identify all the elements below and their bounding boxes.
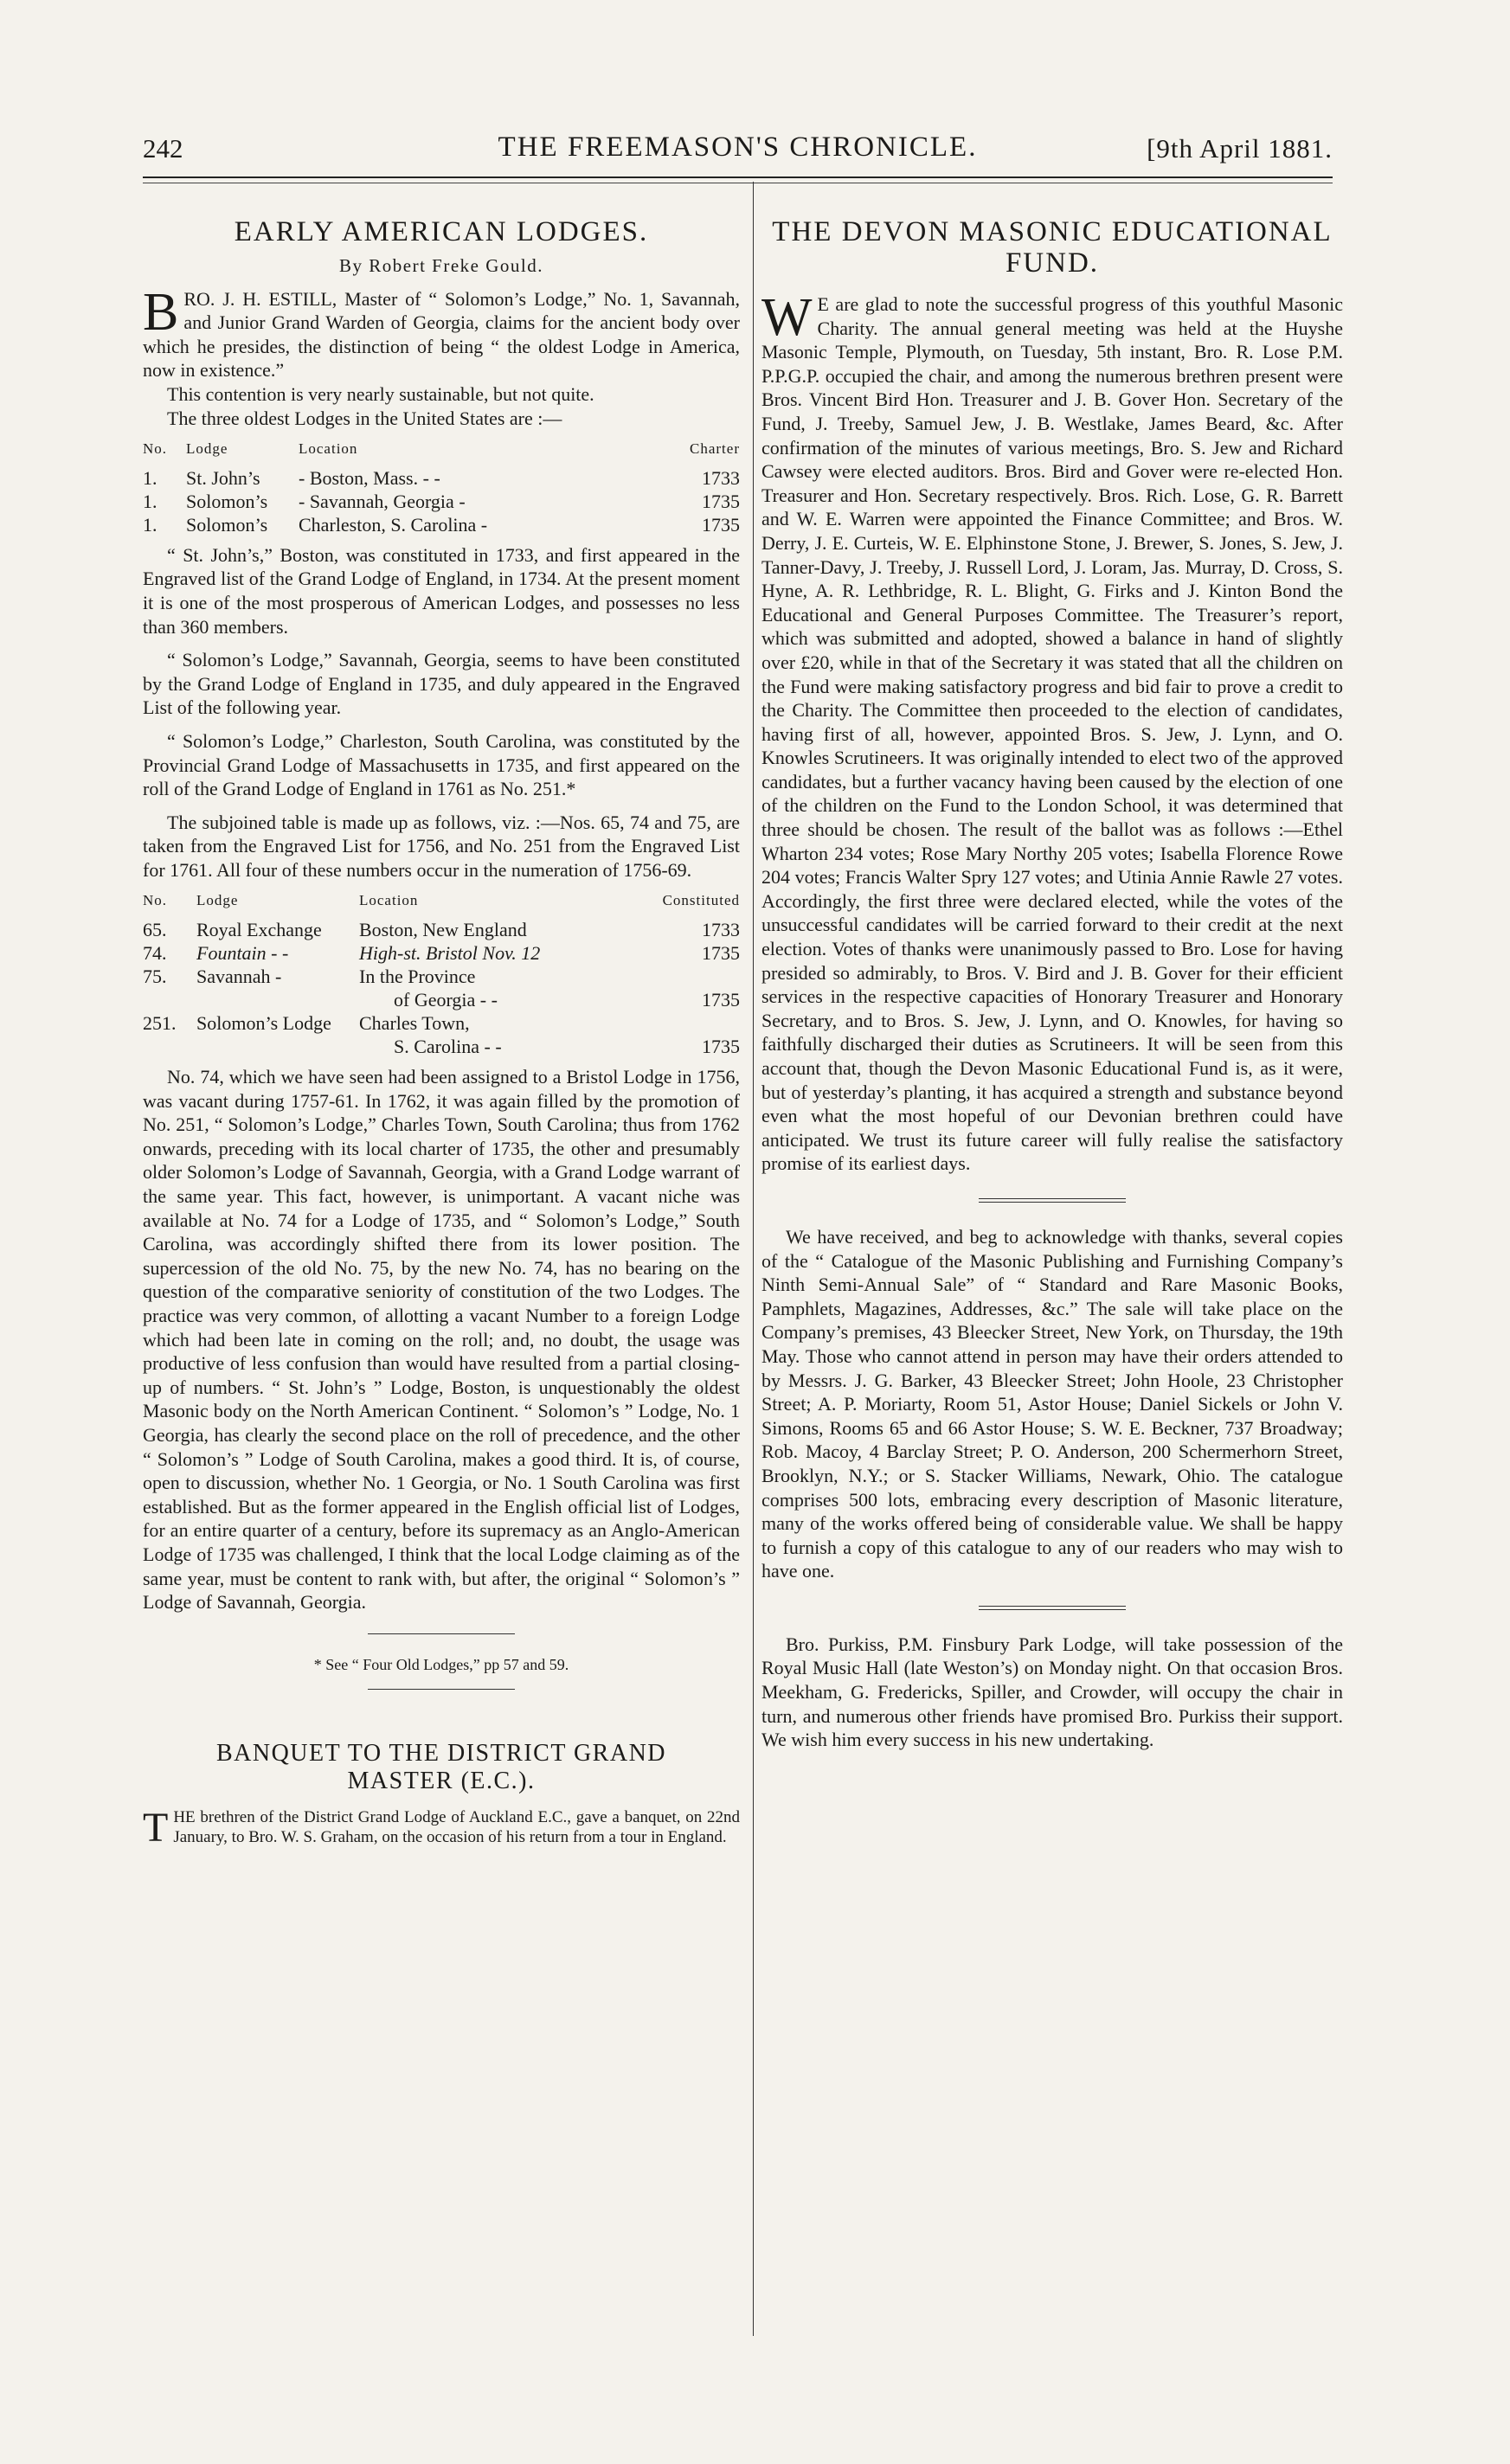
paragraph: THE brethren of the District Grand Lodge of Auckland E.C., gave a banquet, on 22nd January, to Bro. W. S. Graham, on the occasion of his return from a tour in England. — [143, 1805, 740, 1851]
column-header: Lodge — [196, 892, 239, 909]
journal-title: THE FREEMASON'S CHRONICLE. — [498, 132, 978, 163]
paragraph: “ Solomon’s Lodge,” Charleston, South Carolina, was constituted by the Provincial Grand Lodge of Massachusetts in 1735, and first appeared on the roll of the Grand Lodge of England in 1761 as No. 251.* — [143, 729, 740, 800]
column-header: Lodge — [186, 440, 228, 458]
table-row: 251. Solomon’s Lodge Charles Town, — [143, 1012, 470, 1035]
lodge-numeration-table — [143, 887, 740, 1058]
right-column — [761, 216, 1343, 1752]
table-header-row — [143, 435, 740, 466]
paragraph: The three oldest Lodges in the United States are :— — [167, 407, 562, 429]
table-row: 1. Solomon’s Charleston, S. Carolina - 1735 — [143, 513, 740, 536]
table-row: 1. St. John’s - Boston, Mass. - - 1733 — [143, 466, 740, 489]
column-header: Location — [359, 892, 419, 909]
paragraph: BRO. J. H. ESTILL, Master of “ Solomon’s Lodge,” No. 1, Savannah, and Junior Grand Warden of Georgia, claims for the ancient body over which he presides, the distinction of being “ the oldest Lodge in America, now in existence.” — [143, 282, 740, 382]
article-title-banquet: BANQUET TO THE DISTRICT GRAND MASTER (E.C.). — [215, 1740, 667, 1795]
separator-rule — [368, 1633, 515, 1634]
paragraph: The subjoined table is made up as follows, viz. :—Nos. 65, 74 and 75, are taken from the Engraved List for 1756, and No. 251 from the Engraved List for 1761. All four of these numbers occur in the numeration of 1756-69. — [143, 811, 740, 881]
paragraph: Bro. Purkiss, P.M. Finsbury Park Lodge, will take possession of the Royal Music Hall (late Weston’s) on Monday night. On that occasion Bros. Meekham, G. Fredericks, Spiller, and Crowder, will occupy the chair in turn, and numerous other friends have promised Bro. Purkiss their support. We wish him every success in his new undertaking. — [761, 1633, 1343, 1751]
column-header: Charter — [690, 440, 740, 458]
column-header: No. — [143, 892, 168, 909]
paragraph: We have received, and beg to acknowledge with thanks, several copies of the “ Catalogue of the Masonic Publishing and Furnishing Company’s Ninth Semi-Annual Sale” of “ Standard and Rare Masonic Books, Pamphlets, Magazines, Addresses, &c.” The sale will take place on the Company’s premises, 43 Bleecker Street, New York, on Thursday, the 19th May. Those who cannot attend in person may have their orders attended to by Messrs. J. G. Barker, 43 Bleecker Street; John Hoole, 23 Christopher Street; A. P. Moriarty, Room 51, Astor House; Daniel Sickels or John V. Simons, Rooms 65 and 66 Astor House; S. W. E. Beckner, 737 Broadway; Rob. Macoy, 4 Barclay Street; P. O. Anderson, 200 Schermerhorn Street, Brooklyn, N.Y.; or S. Stacker Williams, Newark, Ohio. The catalogue comprises 500 lots, embracing every description of Masonic literature, many of the works offered being of considerable value. We shall be happy to furnish a copy of this catalogue to any of our readers who may wish to have one. — [761, 1225, 1343, 1582]
separator-rule — [979, 1606, 1126, 1610]
drop-cap: T — [143, 1805, 169, 1851]
column-header: No. — [143, 440, 168, 458]
table-header-row — [143, 887, 740, 918]
paragraph: “ St. John’s,” Boston, was constituted in 1733, and first appeared in the Engraved list of the Grand Lodge of England, in 1734. At the present moment it is one of the most prosperous of American Lodges, and possesses no less than 360 members. — [143, 543, 740, 638]
separator-rule — [368, 1689, 515, 1690]
table-row: 75. Savannah - In the Province — [143, 966, 476, 988]
table-row: S. Carolina - - 1735 — [394, 1036, 740, 1058]
paragraph: W E are glad to note the successful progress of this youthful Masonic Charity. The annual general meeting was held at the Huyshe Masonic Temple, Plymouth, on Tuesday, 5th instant, Bro. R. Lose P.M. P.P.G.P. occupied the chair, and among the numerous brethren present were Bros. Vincent Bird Hon. Treasurer and J. B. Gover Hon. Secretary of the Fund, J. Treeby, Samuel Jew, J. B. Westlake, James Beard, &c. After confirmation of the minutes of various meetings, Bro. S. Jew and Richard Cawsey were elected auditors. Bros. Bird and Gover were re-elected Hon. Treasurer and Hon. Secretary respectively. Bros. Rich. Lose, G. R. Barrett and W. E. Warren were appointed the Finance Committee; and Bros. W. Derry, J. E. Curteis, W. E. Elphinstone Stone, J. Brewer, S. Jones, S. Jew, J. Tanner-Davy, J. Treeby, J. Russell Lord, J. Loram, Jas. Murray, D. Cross, S. Hyne, A. R. Lethbridge, R. L. Blight, G. Firks and J. Kinton Bond the Educational and General Purposes Committee. The Treasurer’s report, which was submitted and adopted, showed a balance in hand of slightly over £20, while in that of the Secretary it was stated that all the children on the Fund were making satisfactory progress and bid fair to prove a credit to the Charity. The Committee then proceeded to the election of candidates, having first of all, however, appointed Bros. S. Jew, J. Lynn, and O. Knowles Scrutineers. It was originally intended to elect two of the approved candidates, but a further vacancy having been caused by the election of one of the children on the Fund to the London School, it was determined that three should be chosen. The result of the ballot was as follows :—Ethel Wharton 234 votes; Rose Mary Northy 205 votes; Isabella Florence Rowe 204 votes; Francis Walter Spry 127 votes; and Utinia Annie Rawle 27 votes. Accordingly, the first three were declared elected, while the votes of the unsuccessful candidates will be carried forward to their credit at the next election. Votes of thanks were unanimously passed to Bro. Lose for having presided so admirably, to Bros. V. Bird and J. B. Gover for their efficient services in the respective capacities of Honorary Treasurer and Honorary Secretary, and to Bros. S. Jew, J. Lynn, and O. Knowles, for having so faithfully discharged their duties as Scrutineers. It will be seen from this account that, though the Devon Masonic Educational Fund is, as it were, but of yesterday’s planting, it has acquired a strength and substance beyond even what the most hopeful of our Devonian brethren could have anticipated. We trust its future career will fully realise the satisfactory promise of its earliest days. — [761, 288, 1343, 1175]
issue-date: [9th April 1881. — [1147, 133, 1333, 164]
page-number: 242 — [143, 133, 183, 164]
table-row: 74. Fountain - - High-st. Bristol Nov. 12 1735 — [143, 942, 740, 965]
left-column — [143, 216, 740, 1851]
table-row: 1. Solomon’s - Savannah, Georgia - 1735 — [143, 490, 740, 512]
paragraph: No. 74, which we have seen had been assigned to a Bristol Lodge in 1756, was vacant during 1757-61. In 1762, it was again filled by the promotion of No. 251, “ Solomon’s Lodge,” Charles Town, South Carolina; thus from 1762 onwards, preceding with its local charter of 1735, the other and presumably older Solomon’s Lodge of Savannah, Georgia, with a Grand Lodge warrant of the same year. This fact, however, is unimportant. A vacant niche was available at No. 74 for a Lodge of 1735, and “ Solomon’s Lodge,” South Carolina, was accordingly shifted there from its lower position. The supercession of the old No. 75, by the new No. 74, has no bearing on the question of the comparative seniority of constitution of the two Lodges. The practice was very common, of allotting a vacant Number to a foreign Lodge which had been late in coming on the roll; and, no doubt, the usage was productive of less confusion than would have resulted from a partial closing-up of numbers. “ St. John’s ” Lodge, Boston, is unquestionably the oldest Masonic body on the North American Continent. “ Solomon’s ” Lodge, No. 1 Georgia, has clearly the second place on the roll of precedence, and the other “ Solomon’s ” Lodge of South Carolina, makes a good third. It is, of course, open to discussion, whether No. 1 Georgia, or No. 1 South Carolina was first established. But as the former appeared in the English official list of Lodges, for an entire quarter of a century, before its supremacy as an Anglo-American Lodge of 1735 was challenged, I think that the local Lodge claiming as of the same year, must be content to rank with, but after, the original “ Solomon’s ” Lodge of Savannah, Georgia. — [143, 1066, 740, 1614]
column-divider — [753, 182, 754, 2336]
table-row: of Georgia - - 1735 — [394, 989, 740, 1011]
masthead — [143, 128, 1333, 173]
article-title-devon-masonic-fund: THE DEVON MASONIC EDUCATIONAL FUND. — [772, 216, 1333, 279]
column-header: Constituted — [662, 892, 740, 909]
byline: By Robert Freke Gould. — [339, 255, 543, 276]
table-row: 65. Royal Exchange Boston, New England 1733 — [143, 919, 740, 941]
paragraph: “ Solomon’s Lodge,” Savannah, Georgia, seems to have been constituted by the Grand Lodge of England in 1735, and duly appeared in the Engraved List of the following year. — [143, 649, 740, 719]
oldest-lodges-table — [143, 435, 740, 536]
drop-cap: W — [761, 288, 813, 347]
footnote: * See “ Four Old Lodges,” pp 57 and 59. — [313, 1655, 569, 1673]
paragraph: This contention is very nearly sustainable, but not quite. — [167, 382, 594, 405]
masthead-rule — [143, 176, 1333, 178]
drop-cap: B — [143, 282, 179, 342]
article-title-early-american-lodges: EARLY AMERICAN LODGES. — [234, 216, 649, 247]
separator-rule — [979, 1198, 1126, 1203]
column-header: Location — [299, 440, 358, 458]
